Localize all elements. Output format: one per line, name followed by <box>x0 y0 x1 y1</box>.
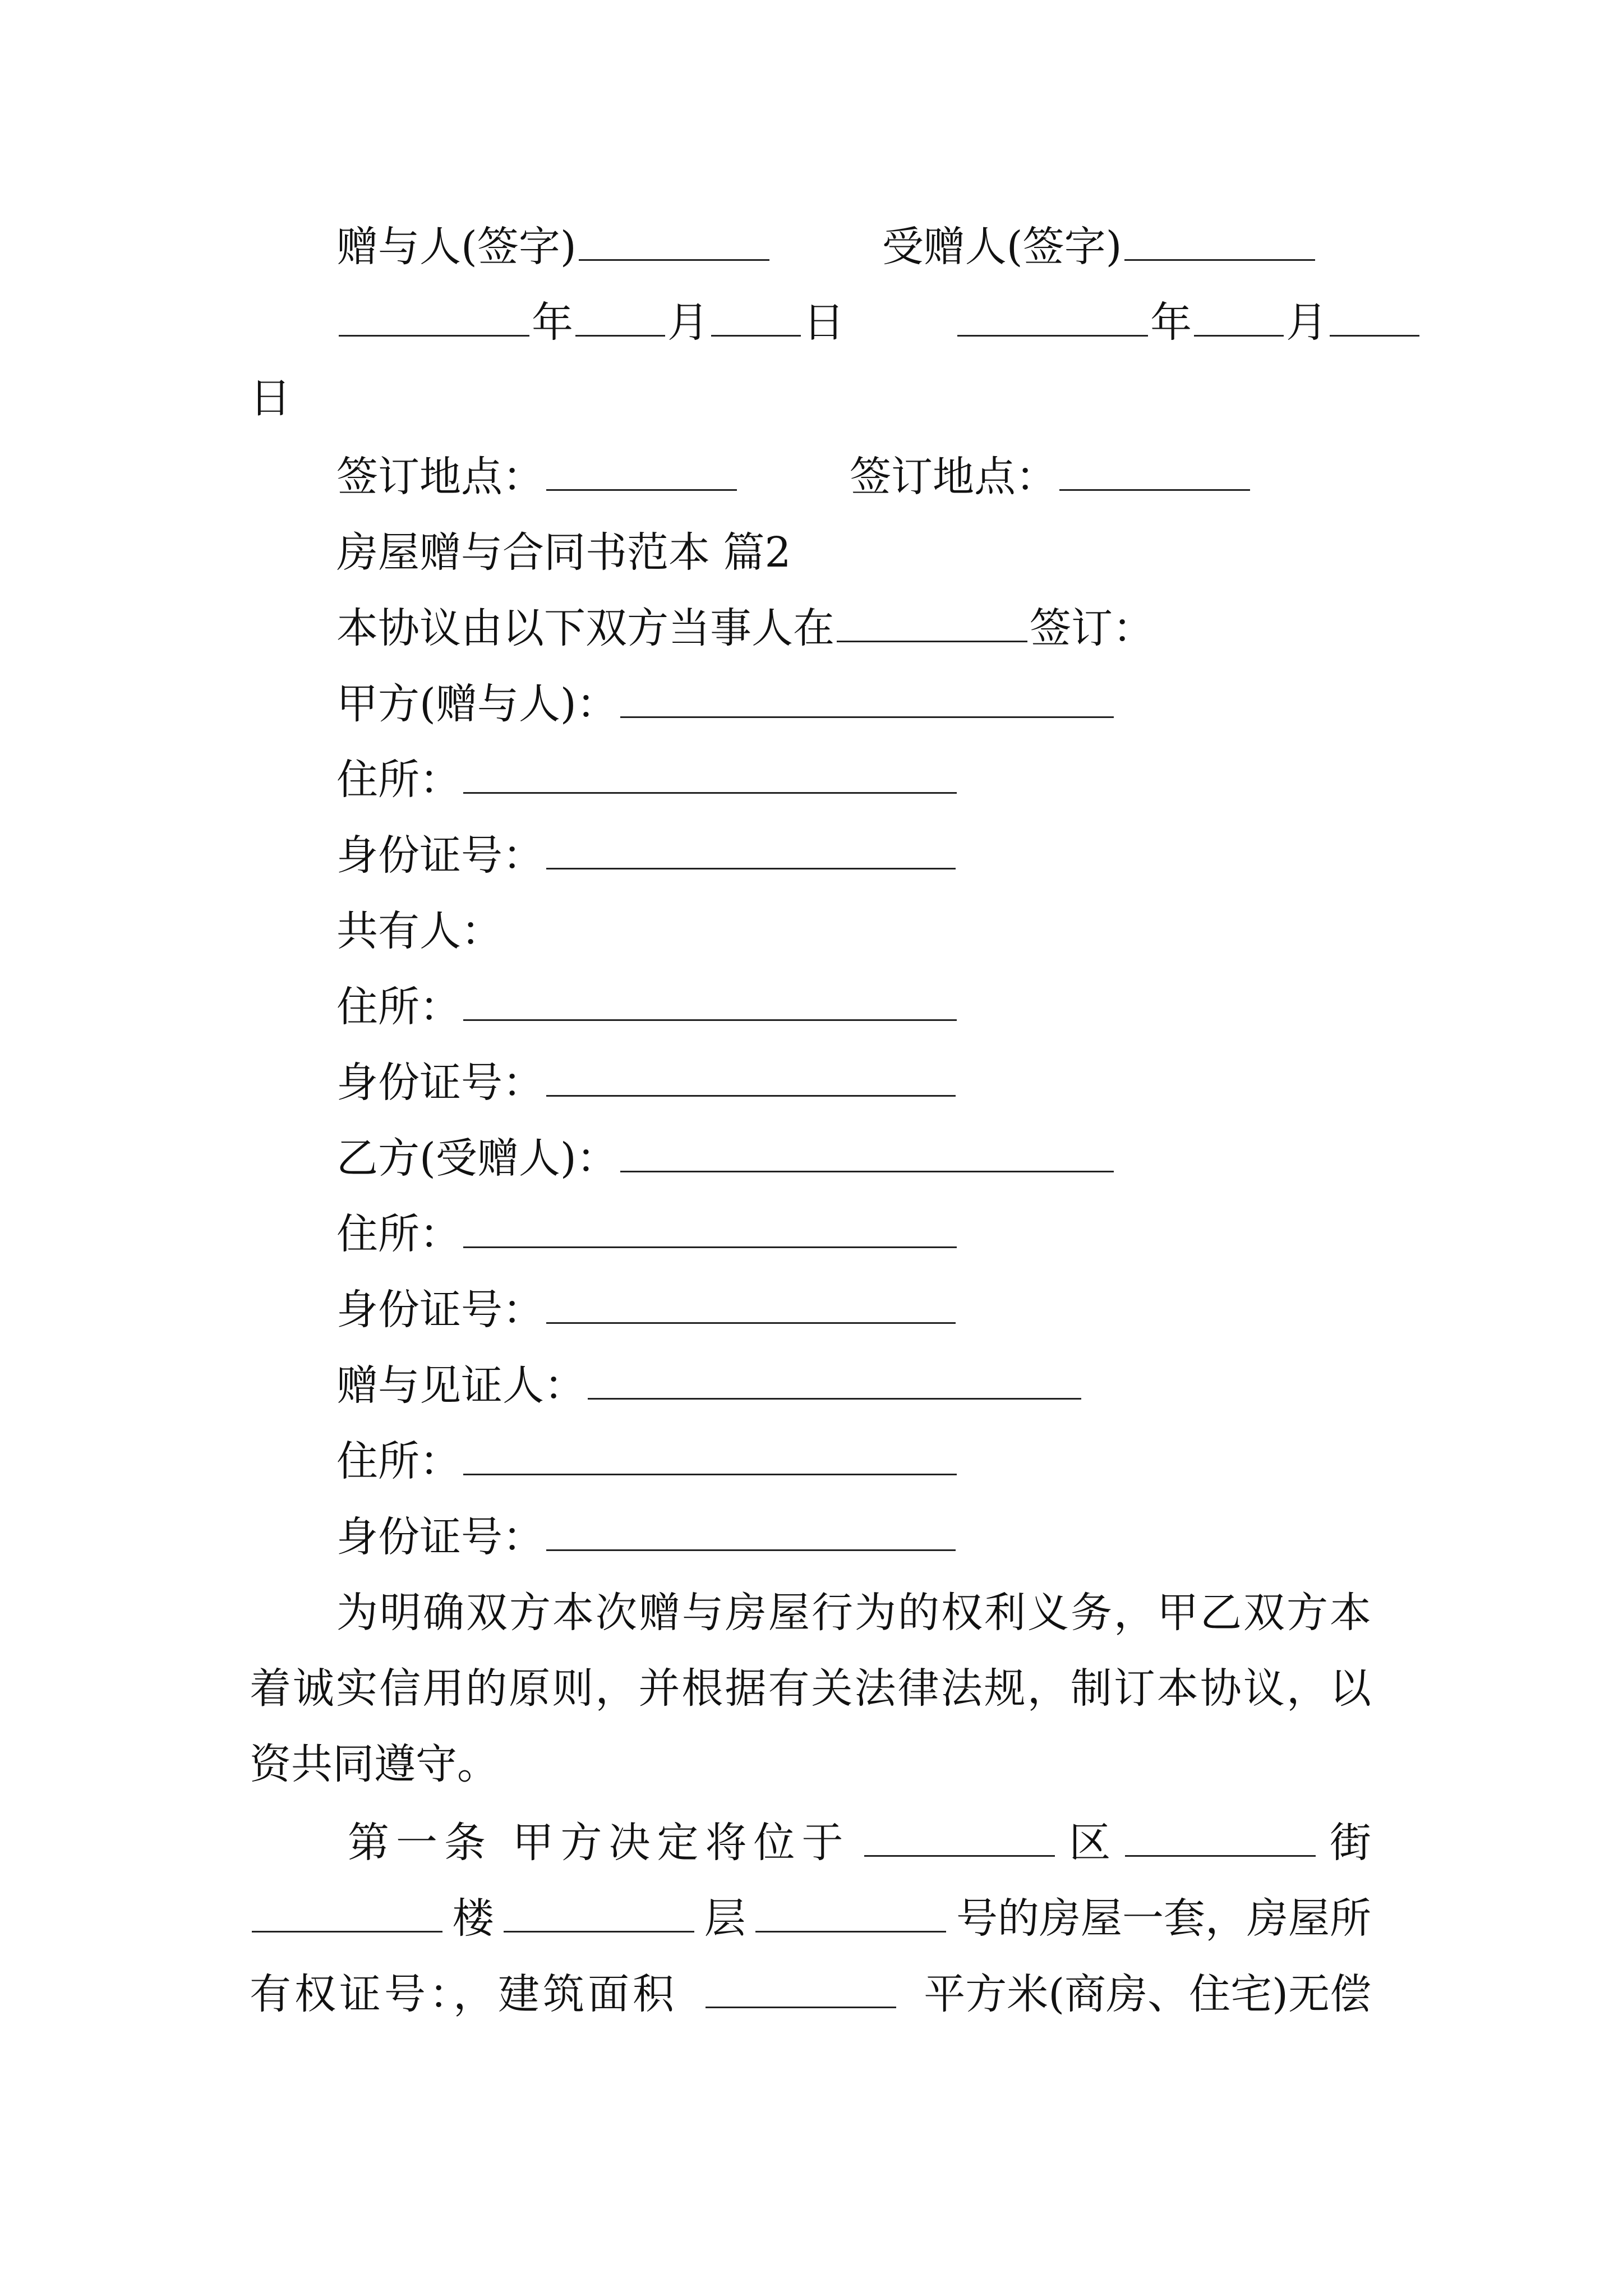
witness-residence-line <box>336 1428 959 1495</box>
article1-lead: 第一条 甲方决定将位于 <box>348 1819 850 1867</box>
purpose-line-1: 为明确双方本次赠与房屋行为的权利义务，甲乙双方本 <box>336 1589 1371 1637</box>
residence-label: 住所： <box>336 756 461 804</box>
place-blank-2 <box>1059 455 1250 491</box>
co-owner-label: 共有人： <box>336 907 502 955</box>
building-blank <box>252 1897 442 1932</box>
place-label-2: 签订地点： <box>850 453 1058 501</box>
co-owner-id-line <box>336 1049 958 1116</box>
place-label-1: 签订地点： <box>336 453 544 501</box>
floor-label: 层 <box>704 1894 746 1943</box>
cert-label: 有权证号：，建筑面积 <box>250 1970 677 2018</box>
donee-signature-label: 受赠人(签字) <box>882 223 1122 271</box>
residence-blank <box>463 758 957 794</box>
party-b-blank <box>620 1137 1114 1172</box>
month-label: 月 <box>667 298 709 347</box>
party-b-label: 乙方(受赠人)： <box>336 1134 618 1182</box>
area-blank <box>706 1973 896 2008</box>
residence-blank <box>463 986 957 1021</box>
party-b-residence-line <box>336 1200 959 1268</box>
id-label: 身份证号： <box>336 1513 544 1561</box>
month-label-2: 月 <box>1286 298 1328 347</box>
number-label: 号的房屋一套，房屋所 <box>956 1894 1371 1943</box>
party-a-line <box>336 670 1116 738</box>
party-a-residence-line <box>336 746 959 813</box>
year-label-2: 年 <box>1150 298 1192 347</box>
co-owner-line <box>336 898 502 965</box>
article1-line-1 <box>348 1809 1371 1876</box>
witness-blank <box>588 1364 1081 1400</box>
day-blank-2 <box>1330 301 1419 337</box>
article1-line-3 <box>250 1961 1371 2028</box>
id-blank <box>546 1516 956 1551</box>
street-blank <box>1125 1821 1316 1857</box>
year-label: 年 <box>532 298 573 347</box>
id-label: 身份证号： <box>336 1286 544 1334</box>
donee-signature-blank <box>1124 226 1315 261</box>
district-blank <box>864 1821 1055 1857</box>
year-blank-2 <box>957 301 1148 337</box>
month-blank-2 <box>1194 301 1284 337</box>
residence-blank <box>463 1440 957 1475</box>
month-blank <box>575 301 665 337</box>
signature-row <box>336 213 1317 280</box>
residence-blank <box>463 1213 957 1248</box>
intro-line <box>336 595 1154 662</box>
intro-before: 本协议由以下双方当事人在 <box>336 604 834 652</box>
witness-label: 赠与见证人： <box>336 1361 585 1410</box>
co-owner-residence-line <box>336 973 959 1041</box>
witness-id-line <box>336 1503 958 1571</box>
date-row <box>336 289 1422 356</box>
day-label-2: 日 <box>250 374 291 422</box>
id-label: 身份证号： <box>336 1059 544 1107</box>
day-blank <box>711 301 801 337</box>
section-heading: 房屋赠与合同书范本 篇2 <box>336 528 791 577</box>
donor-signature-blank <box>579 226 769 261</box>
intro-after: 签订： <box>1030 604 1154 652</box>
date-row-wrap <box>250 365 291 432</box>
area-label: 平方米(商房、住宅)无偿 <box>924 1970 1371 2018</box>
donor-signature-label: 赠与人(签字) <box>336 223 577 271</box>
id-label: 身份证号： <box>336 831 544 880</box>
place-blank-1 <box>546 455 737 491</box>
article1-line-2 <box>250 1885 1371 1952</box>
purpose-line-2: 着诚实信用的原则，并根据有关法律法规，制订本协议，以 <box>250 1664 1371 1713</box>
number-blank <box>755 1897 946 1932</box>
witness-line <box>336 1352 1083 1419</box>
party-a-label: 甲方(赠与人)： <box>336 680 618 728</box>
district-label: 区 <box>1069 1819 1111 1867</box>
intro-place-blank <box>837 607 1027 642</box>
building-label: 楼 <box>452 1894 494 1943</box>
residence-label: 住所： <box>336 983 461 1031</box>
year-blank <box>339 301 529 337</box>
party-a-id-line <box>336 822 958 889</box>
place-row <box>336 443 1252 510</box>
day-label: 日 <box>803 298 845 347</box>
id-blank <box>546 834 956 869</box>
party-a-blank <box>620 683 1114 718</box>
party-b-id-line <box>336 1276 958 1343</box>
street-label: 街 <box>1329 1819 1371 1867</box>
residence-label: 住所： <box>336 1210 461 1258</box>
purpose-line-3: 资共同遵守。 <box>250 1740 499 1788</box>
floor-blank <box>504 1897 694 1932</box>
id-blank <box>546 1289 956 1324</box>
party-b-line <box>336 1125 1116 1192</box>
id-blank <box>546 1061 956 1097</box>
residence-label: 住所： <box>336 1437 461 1485</box>
